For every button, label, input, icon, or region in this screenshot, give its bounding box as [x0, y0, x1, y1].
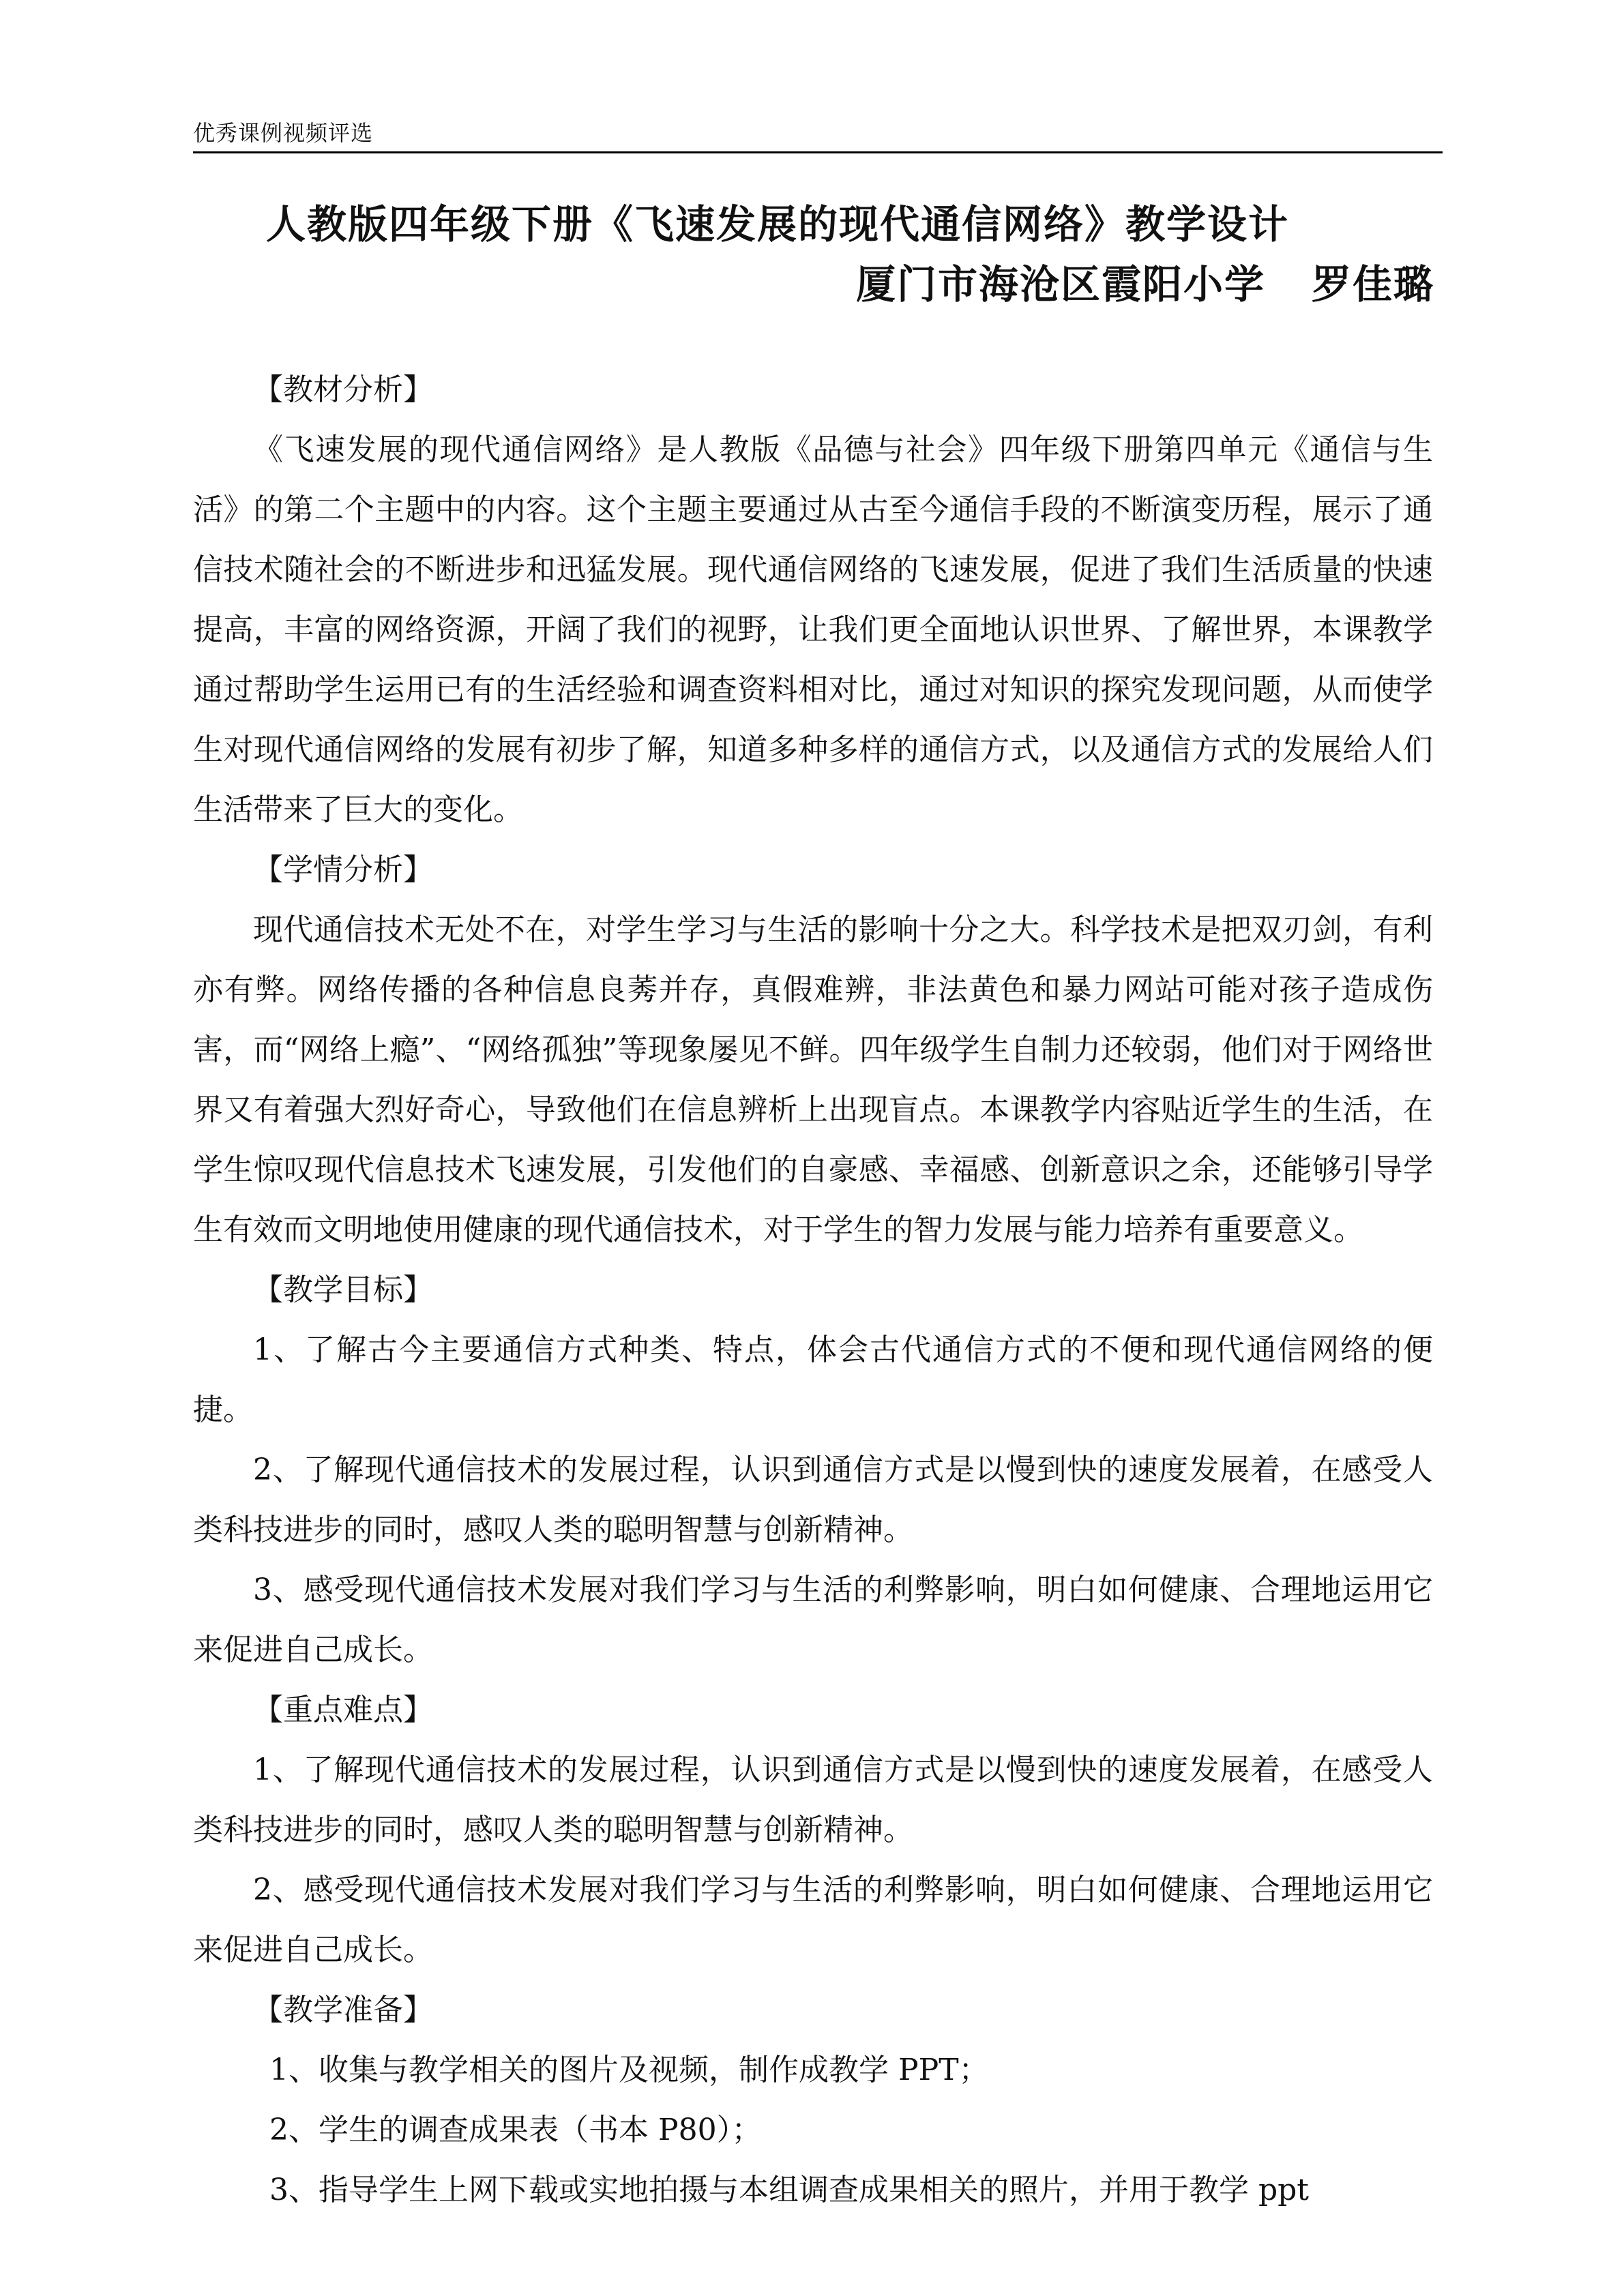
section-heading-students: 【学情分析】: [253, 852, 433, 887]
author-line: [856, 252, 1434, 310]
goal-item: 1、了解古今主要通信方式种类、特点，体会古代通信方式的不便和现代通信网络的便捷。: [193, 1332, 1433, 1427]
keypoint-item: 2、感受现代通信技术发展对我们学习与生活的利弊影响，明白如何健康、合理地运用它来促进自己成长。: [193, 1873, 1433, 1967]
header-divider: [193, 151, 1443, 153]
section-heading-material: 【教材分析】: [253, 372, 433, 407]
section-heading-prep: 【教学准备】: [253, 1993, 433, 2027]
keypoint-item: 1、了解现代通信技术的发展过程，认识到通信方式是以慢到快的速度发展着，在感受人类科技进步的同时，感叹人类的聪明智慧与创新精神。: [193, 1753, 1433, 1847]
author-name: 罗佳璐: [1311, 261, 1434, 308]
section-heading-goals: 【教学目标】: [253, 1272, 433, 1307]
students-paragraph: 现代通信技术无处不在，对学生学习与生活的影响十分之大。科学技术是把双刃剑，有利亦有弊。网络传播的各种信息良莠并存，真假难辨，非法黄色和暴力网站可能对孩子造成伤害，而“网络上瘾”、“网络孤独”等现象屡见不鲜。四年级学生自制力还较弱，他们对于网络世界又有着强大烈好奇心，导致他们在信息辨析上出现盲点。本课教学内容贴近学生的生活，在学生惊叹现代信息技术飞速发展，引发他们的自豪感、幸福感、创新意识之余，还能够引导学生有效而文明地使用健康的现代通信技术，对于学生的智力发展与能力培养有重要意义。: [193, 912, 1433, 1247]
prep-item: 2、学生的调查成果表（书本 P80）；: [269, 2113, 762, 2147]
goal-item: 2、了解现代通信技术的发展过程，认识到通信方式是以慢到快的速度发展着，在感受人类科技进步的同时，感叹人类的聪明智慧与创新精神。: [193, 1452, 1433, 1547]
document-body: [193, 360, 1433, 2220]
material-paragraph: 《飞速发展的现代通信网络》是人教版《品德与社会》四年级下册第四单元《通信与生活》的第二个主题中的内容。这个主题主要通过从古至今通信手段的不断演变历程，展示了通信技术随社会的不断进步和迅猛发展。现代通信网络的飞速发展，促进了我们生活质量的快速提高，丰富的网络资源，开阔了我们的视野，让我们更全面地认识世界、了解世界，本课教学通过帮助学生运用已有的生活经验和调查资料相对比，通过对知识的探究发现问题，从而使学生对现代通信网络的发展有初步了解，知道多种多样的通信方式，以及通信方式的发展给人们生活带来了巨大的变化。: [193, 432, 1433, 827]
section-heading-keypoints: 【重点难点】: [253, 1693, 433, 1727]
goal-item: 3、感受现代通信技术发展对我们学习与生活的利弊影响，明白如何健康、合理地运用它来促进自己成长。: [193, 1572, 1433, 1667]
running-header: 优秀课例视频评选: [193, 120, 374, 146]
document-title: 人教版四年级下册《飞速发展的现代通信网络》教学设计: [266, 201, 1290, 248]
prep-item: 3、指导学生上网下载或实地拍摄与本组调查成果相关的照片，并用于教学 ppt: [269, 2173, 1309, 2207]
school-name: 厦门市海沧区霞阳小学: [855, 261, 1265, 308]
prep-item: 1、收集与教学相关的图片及视频，制作成教学 PPT；: [269, 2053, 989, 2087]
